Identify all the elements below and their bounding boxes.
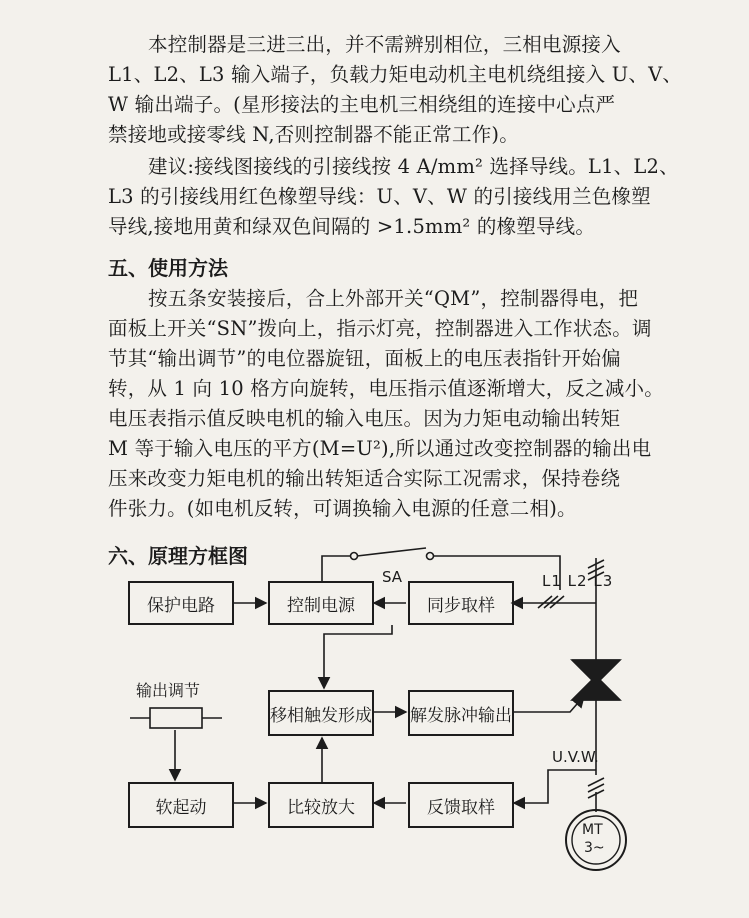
motor-label-bottom: 3~ bbox=[584, 840, 605, 856]
section-heading-diagram: 六、原理方框图 bbox=[108, 544, 248, 568]
text-line: 件张力。(如电机反转，可调换输入电源的任意二相)。 bbox=[108, 497, 577, 520]
text-line: 按五条安装接后，合上外部开关“QM”，控制器得电，把 bbox=[148, 287, 639, 310]
text-line: L1、L2、L3 输入端子，负载力矩电动机主电机绕组接入 U、V、 bbox=[108, 63, 683, 86]
block-protect-circuit: 保护电路 bbox=[128, 581, 234, 625]
text-line: 建议:接线图接线的引接线按 4 A/mm² 选择导线。L1、L2、 bbox=[148, 155, 679, 178]
text-line: M 等于输入电压的平方(M=U²),所以通过改变控制器的输出电 bbox=[108, 437, 652, 460]
text-line: 禁接地或接零线 N,否则控制器不能正常工作)。 bbox=[108, 123, 519, 146]
block-compare-amplifier: 比较放大 bbox=[268, 782, 374, 828]
phase-lines-label: L1 L2 L3 bbox=[542, 572, 614, 590]
text-line: 面板上开关“SN”拨向上，指示灯亮，控制器进入工作状态。调 bbox=[108, 317, 652, 340]
section-heading-usage: 五、使用方法 bbox=[108, 256, 228, 280]
block-phase-trigger: 移相触发形成 bbox=[268, 690, 374, 736]
motor-label-top: MT bbox=[582, 822, 603, 838]
text-line: 本控制器是三进三出，并不需辨别相位，三相电源接入 bbox=[148, 33, 621, 56]
block-control-power: 控制电源 bbox=[268, 581, 374, 625]
text-line: 转，从 1 向 10 格方向旋转，电压指示值逐渐增大，反之减小。 bbox=[108, 377, 664, 400]
block-feedback-sampling: 反馈取样 bbox=[408, 782, 514, 828]
uvw-label: U.V.W. bbox=[552, 748, 599, 766]
block-pulse-output: 解发脉冲输出 bbox=[408, 690, 514, 736]
text-line: L3 的引接线用红色橡塑导线：U、V、W 的引接线用兰色橡塑 bbox=[108, 185, 651, 208]
text-line: W 输出端子。(星形接法的主电机三相绕组的连接中心点严 bbox=[108, 93, 616, 116]
text-line: 电压表指示值反映电机的输入电压。因为力矩电动输出转矩 bbox=[108, 407, 621, 430]
text-line: 导线,接地用黄和绿双色间隔的 >1.5mm² 的橡塑导线。 bbox=[108, 215, 596, 238]
text-line: 节其“输出调节”的电位器旋钮，面板上的电压表指针开始偏 bbox=[108, 347, 621, 370]
output-adjust-label: 输出调节 bbox=[136, 681, 201, 700]
text-line: 压来改变力矩电机的输出转矩适合实际工况需求，保持卷绕 bbox=[108, 467, 621, 490]
block-sync-sampling: 同步取样 bbox=[408, 581, 514, 625]
switch-label: SA bbox=[382, 568, 403, 586]
block-soft-start: 软起动 bbox=[128, 782, 234, 828]
